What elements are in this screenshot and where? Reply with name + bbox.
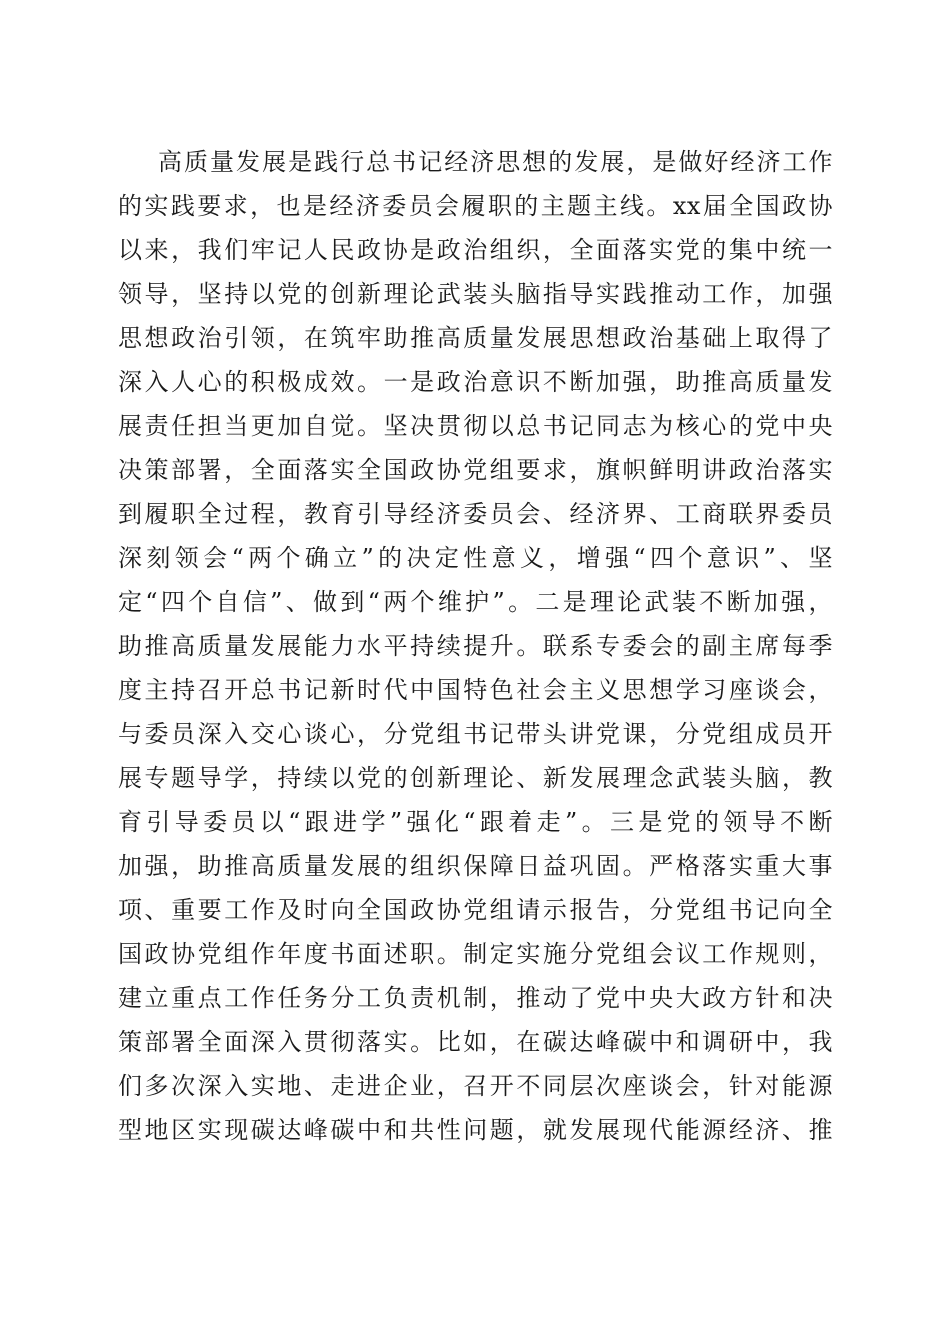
paragraph-line: 以来，我们牢记人民政协是政治组织，全面落实党的集中统一: [118, 236, 833, 264]
paragraph-line: 到履职全过程，教育引导经济委员会、经济界、工商联界委员: [118, 500, 833, 528]
paragraph-line: 与委员深入交心谈心，分党组书记带头讲党课，分党组成员开: [118, 720, 833, 748]
paragraph-line: 展专题导学，持续以党的创新理论、新发展理念武装头脑，教: [118, 764, 833, 792]
paragraph-line: 深入人心的积极成效。一是政治意识不断加强，助推高质量发: [118, 368, 833, 396]
paragraph-line: 加强，助推高质量发展的组织保障日益巩固。严格落实重大事: [118, 852, 833, 880]
paragraph-line: 高质量发展是践行总书记经济思想的发展，是做好经济工作: [158, 148, 833, 176]
paragraph-line: 育引导委员以“跟进学”强化“跟着走”。三是党的领导不断: [118, 808, 833, 836]
paragraph-line: 展责任担当更加自觉。坚决贯彻以总书记同志为核心的党中央: [118, 412, 833, 440]
paragraph-line: 定“四个自信”、做到“两个维护”。二是理论武装不断加强，: [118, 588, 833, 616]
paragraph-line: 建立重点工作任务分工负责机制，推动了党中央大政方针和决: [118, 984, 833, 1012]
paragraph-line: 们多次深入实地、走进企业，召开不同层次座谈会，针对能源: [118, 1072, 833, 1100]
paragraph-line: 策部署全面深入贯彻落实。比如，在碳达峰碳中和调研中，我: [118, 1028, 833, 1056]
paragraph-line: 深刻领会“两个确立”的决定性意义，增强“四个意识”、坚: [118, 544, 833, 572]
body-paragraph: [118, 140, 833, 1152]
paragraph-line: 的实践要求，也是经济委员会履职的主题主线。xx届全国政协: [118, 192, 833, 220]
paragraph-line: 决策部署，全面落实全国政协党组要求，旗帜鲜明讲政治落实: [118, 456, 833, 484]
paragraph-line: 国政协党组作年度书面述职。制定实施分党组会议工作规则，: [118, 940, 833, 968]
paragraph-line: 项、重要工作及时向全国政协党组请示报告，分党组书记向全: [118, 896, 833, 924]
paragraph-line: 型地区实现碳达峰碳中和共性问题，就发展现代能源经济、推: [118, 1116, 833, 1144]
paragraph-line: 思想政治引领，在筑牢助推高质量发展思想政治基础上取得了: [118, 324, 833, 352]
paragraph-line: 领导，坚持以党的创新理论武装头脑指导实践推动工作，加强: [118, 280, 833, 308]
paragraph-line: 助推高质量发展能力水平持续提升。联系专委会的副主席每季: [118, 632, 833, 660]
paragraph-line: 度主持召开总书记新时代中国特色社会主义思想学习座谈会，: [118, 676, 833, 704]
